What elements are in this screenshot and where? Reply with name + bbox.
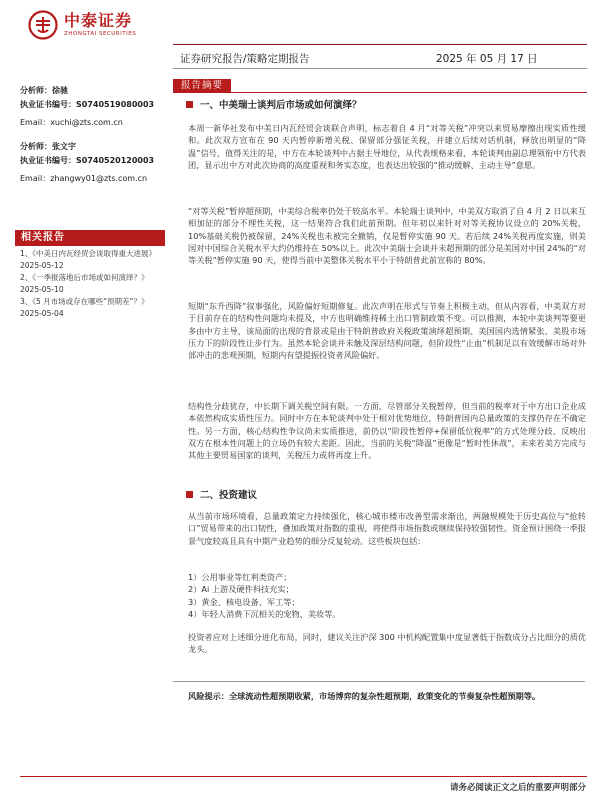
related-reports-title: 相关报告 <box>21 232 65 243</box>
related-report-item[interactable]: 3、《5 月市场或存在哪些“预期差”？》2025-05-04 <box>20 297 149 318</box>
section-bullet-icon <box>186 101 193 108</box>
footer-divider <box>20 776 587 777</box>
risk-divider <box>173 681 585 682</box>
paragraph-text: 从当前市场环境看，总量政策定力持续强化，核心城市楼市改善型需求渐出，两融规模处于历史高位与“抢转口”贸易带来的出口韧性，叠加政策对指数的重视，将使得市场指数或继续保持较强韧性。资金预计围绕一季报景气度较高且具有中期产业趋势的细分反复轮动。这些板块包括： <box>188 511 586 546</box>
paragraph-text: 结构性分歧犹存，中长期下调关税空间有限。一方面，尽管部分关税暂停，但当前的税率对于中方出口企业成本依然构成实质性压力。同时中方在本轮谈判中处于相对优势地位，特朗普国内总量政策的支撑仍存在不确定性。另一方面，核心结构性争议尚未实质推进，前仍以“阶段性暂停+保留低位税率”的方式处理分歧，反映出双方在根本性问题上的立场仍有较大差距。因此，当前的关税“降温”更像是“暂时性休战”，未来若美方完成与其他主要贸易国家的谈判，关税压力或将再度上升。 <box>188 401 586 461</box>
analyst-email: Email：zhangwy01@zts.com.cn <box>20 174 148 183</box>
abstract-divider <box>231 92 587 93</box>
analyst-name: 分析师：张文宇 <box>20 142 76 151</box>
related-report-item[interactable]: 1、《中美日内瓦经贸会谈取得重大进展》2025-05-12 <box>20 249 157 270</box>
report-date: 2025 年 05 月 17 日 <box>436 53 538 65</box>
section-bullet-icon <box>186 491 193 498</box>
risk-warning <box>188 690 586 702</box>
logo-name-cn: 中泰证券 <box>64 11 133 30</box>
section-2-paragraph-2 <box>188 631 586 656</box>
paragraph-text: 本周一新华社发布中美日内瓦经贸会谈联合声明，标志着自 4 月“对等关税”冲突以来贸易摩擦出现实质性缓和。此次双方宣布在 90 天内暂停新增关税、保留部分强征关税，并建立后续对话机制，释放出明显的“降温”信号，值得关注的是，中方在本轮谈判中占据主导地位，从代表规格来看，本轮谈判由副总理领衔中方代表团，显示出中方对此次协商的高度重视和务实态度，也表达出较强的“推动缓解、主动主导”意愿。 <box>188 123 586 170</box>
investment-list <box>188 571 586 620</box>
logo-name-en: ZHONGTAI SECURITIES <box>64 31 137 37</box>
section-1-paragraph-1 <box>188 122 586 171</box>
footer-disclaimer: 请务必阅读正文之后的重要声明部分 <box>449 783 586 793</box>
list-item: 1）公用事业等红利类资产； <box>188 572 292 582</box>
section-2-title-text: 二、投资建议 <box>200 490 258 501</box>
analyst-block <box>20 84 165 130</box>
paragraph-text: “对等关税”暂停超预期，中美综合税率仍处于较高水平。本轮瑞士谈判中，中美双方取消了自 4 月 2 日以来互相加征的部分不理性关税，这一结果符合我们此前预期。但年初以来针对对等关税协议设立的 20%关税，10%基础关税仍被保留，24%关税也未被完全撤销，仅是暂停实施 90 天。若后续 24%关税再度实施，则美国对中国综合关税水平大约仍维持在 50%以上。此次中美瑞士会谈并未超预期的部分是美国对中国 24%的“对等关税”暂停实施 90 天，使得当前中美整体关税水平小于特朗普此前宣称的 80%。 <box>188 206 586 266</box>
header-divider <box>173 44 587 45</box>
section-2-title <box>186 487 257 501</box>
list-item: 2）Ai 上游及硬件科技充实； <box>188 584 294 595</box>
section-2-paragraph-1 <box>188 510 586 547</box>
header-divider-secondary <box>173 68 587 69</box>
section-1-paragraph-3 <box>188 300 586 361</box>
paragraph-text: 投资者应对上述细分进化布局，同时，建议关注沪深 300 中机构配置集中度显著低于指数成分占比细分的质优龙头。 <box>188 632 586 655</box>
logo-emblem-icon <box>28 10 58 40</box>
risk-warning-text: 风险提示：全球流动性超预期收紧，市场博弈的复杂性超预期，政策变化的节奏复杂性超预期等。 <box>188 691 541 701</box>
company-logo <box>28 8 136 42</box>
abstract-label: 报告摘要 <box>173 79 231 93</box>
analyst-name: 分析师：徐驰 <box>20 86 68 95</box>
analyst-license: 执业证书编号：S0740520120003 <box>20 156 155 165</box>
list-item: 3）黄金、核电设备、军工等； <box>188 596 300 607</box>
report-type: 证券研究报告/策略定期报告 <box>180 53 310 65</box>
section-1-paragraph-4 <box>188 400 586 461</box>
analyst-license: 执业证书编号：S0740519080003 <box>20 100 155 109</box>
list-item: 4）年轻人消费下沉相关的宠物、美妆等。 <box>188 608 341 619</box>
section-1-paragraph-2 <box>188 205 586 266</box>
related-reports-header <box>15 230 165 246</box>
section-1-title <box>186 97 362 111</box>
analyst-email: Email：xuchi@zts.com.cn <box>20 118 123 127</box>
paragraph-text: 短期“东升西降”叙事强化，风险偏好短期修复。此次声明在形式与节奏上积极主动，但从内容看，中美双方对于目前存在的结构性问题均未提及，中方也明确维持稀土出口管制政策不变。可以推测，本轮中美谈判等要更多由中方主导，该局面的出现的背景或是由于特朗普政府关税政策演绎超预期、美国国内选情紧张、美股市场压力下的阶段性让步行为。虽然本轮会谈并未触及深层结构问题，但阶段性“止血”机制足以有效缓解市场对外部冲击的悲观预期，短期内有望提振投资者风险偏好。 <box>188 301 586 361</box>
related-reports-list <box>20 248 168 320</box>
section-1-title-text: 一、中美瑞士谈判后市场或如何演绎？ <box>200 100 362 111</box>
analyst-block <box>20 140 165 186</box>
related-report-item[interactable]: 2、《一季报落地后市场或如何演绎？》2025-05-10 <box>20 273 149 294</box>
analyst-sidebar <box>20 84 165 196</box>
